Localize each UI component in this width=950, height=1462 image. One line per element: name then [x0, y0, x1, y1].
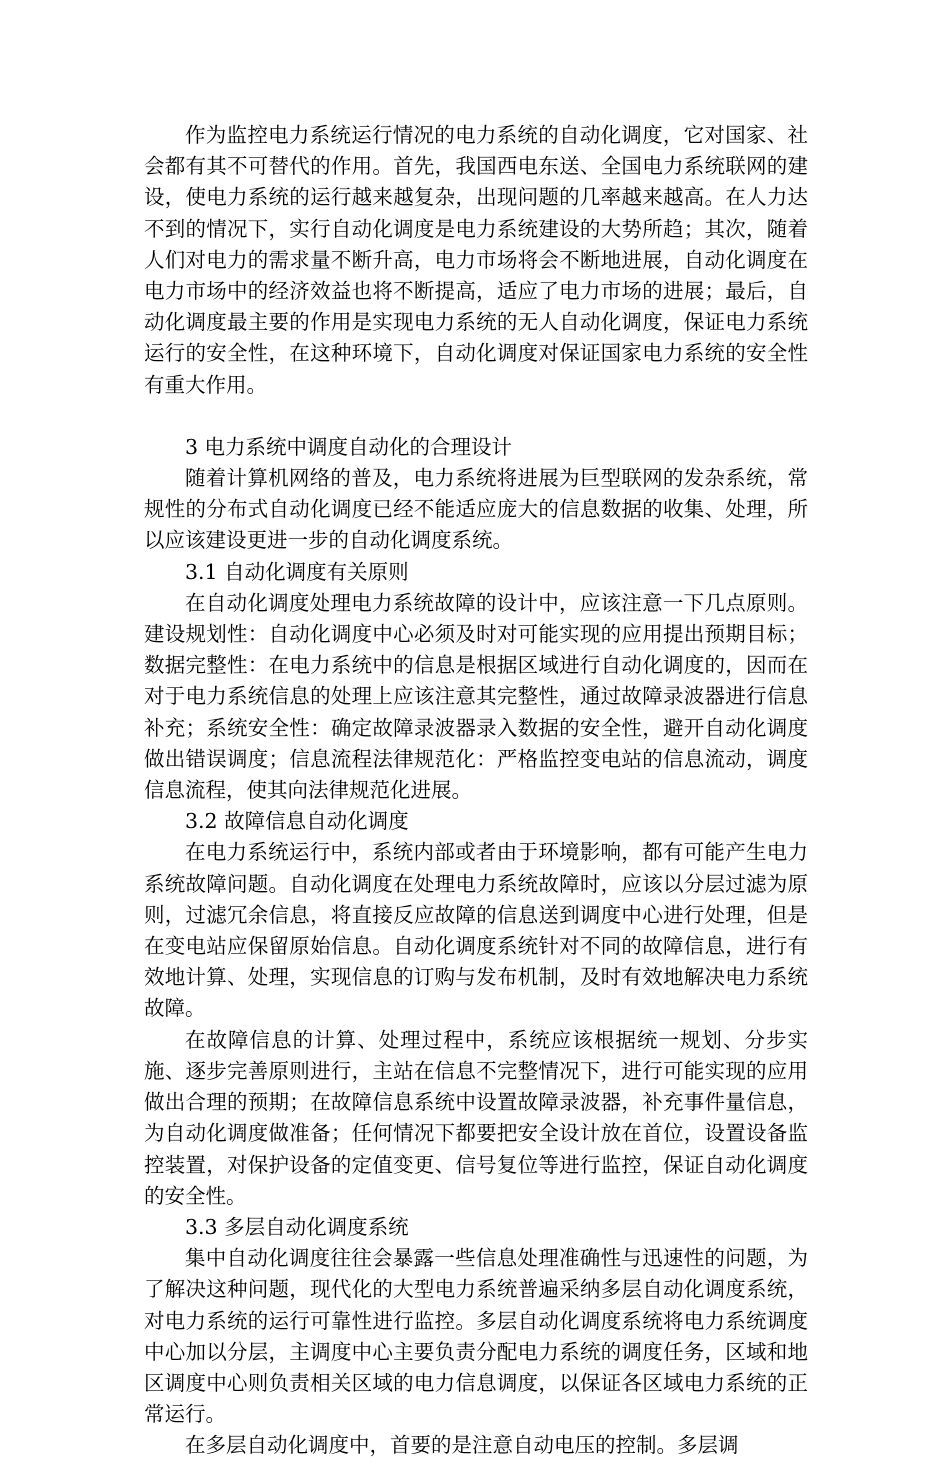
paragraph-section-3: 随着计算机网络的普及，电力系统将进展为巨型联网的发杂系统，常规性的分布式自动化调度已经不能适应庞大的信息数据的收集、处理，所以应该建设更进一步的自动化调度系统。 [144, 466, 808, 553]
section-heading-3: 3 电力系统中调度自动化的合理设计 [185, 434, 513, 459]
paragraph-section-3-2-a: 在电力系统运行中，系统内部或者由于环境影响，都有可能产生电力系统故障问题。自动化调度在处理电力系统故障时，应该以分层过滤为原则，过滤冗余信息，将直接反应故障的信息送到调度中心进行处理，但是在变电站应保留原始信息。自动化调度系统针对不同的故障信息，进行有效地计算、处理，实现信息的订购与发布机制，及时有效地解决电力系统故障。 [144, 840, 808, 1021]
paragraph-section-3-3-a: 集中自动化调度往往会暴露一些信息处理准确性与迅速性的问题，为了解决这种问题，现代化的大型电力系统普遍采纳多层自动化调度系统，对电力系统的运行可靠性进行监控。多层自动化调度系统将电力系统调度中心加以分层，主调度中心主要负责分配电力系统的调度任务，区域和地区调度中心则负责相关区域的电力信息调度，以保证各区域电力系统的正常运行。 [144, 1246, 808, 1427]
section-heading-3-1: 3.1 自动化调度有关原则 [185, 559, 409, 584]
section-heading-3-3: 3.3 多层自动化调度系统 [185, 1214, 409, 1239]
paragraph-section-3-2-b: 在故障信息的计算、处理过程中，系统应该根据统一规划、分步实施、逐步完善原则进行，主站在信息不完整情况下，进行可能实现的应用做出合理的预期；在故障信息系统中设置故障录波器，补充事件量信息，为自动化调度做准备；任何情况下都要把安全设计放在首位，设置设备监控装置，对保护设备的定值变更、信号复位等进行监控，保证自动化调度的安全性。 [144, 1027, 808, 1208]
paragraph-section-3-3-b: 在多层自动化调度中，首要的是注意自动电压的控制。多层调 [185, 1433, 739, 1458]
paragraph-spacer [144, 401, 808, 432]
paragraph-section-3-1: 在自动化调度处理电力系统故障的设计中，应该注意一下几点原则。建设规划性：自动化调度中心必须及时对可能实现的应用提出预期目标；数据完整性：在电力系统中的信息是根据区域进行自动化调度的，因而在对于电力系统信息的处理上应该注意其完整性，通过故障录波器进行信息补充；系统安全性：确定故障录波器录入数据的安全性，避开自动化调度做出错误调度；信息流程法律规范化：严格监控变电站的信息流动，调度信息流程，使其向法律规范化进展。 [144, 590, 808, 803]
paragraph-intro: 作为监控电力系统运行情况的电力系统的自动化调度，它对国家、社会都有其不可替代的作用。首先，我国西电东送、全国电力系统联网的建设，使电力系统的运行越来越复杂，出现问题的几率越来越高。在人力达不到的情况下，实行自动化调度是电力系统建设的大势所趋；其次，随着人们对电力的需求量不断升高，电力市场将会不断地进展，自动化调度在电力市场中的经济效益也将不断提高，适应了电力市场的进展；最后，自动化调度最主要的作用是实现电力系统的无人自动化调度，保证电力系统运行的安全性，在这种环境下，自动化调度对保证国家电力系统的安全性有重大作用。 [144, 123, 808, 397]
section-heading-3-2: 3.2 故障信息自动化调度 [185, 809, 409, 834]
document-page [144, 120, 808, 1462]
